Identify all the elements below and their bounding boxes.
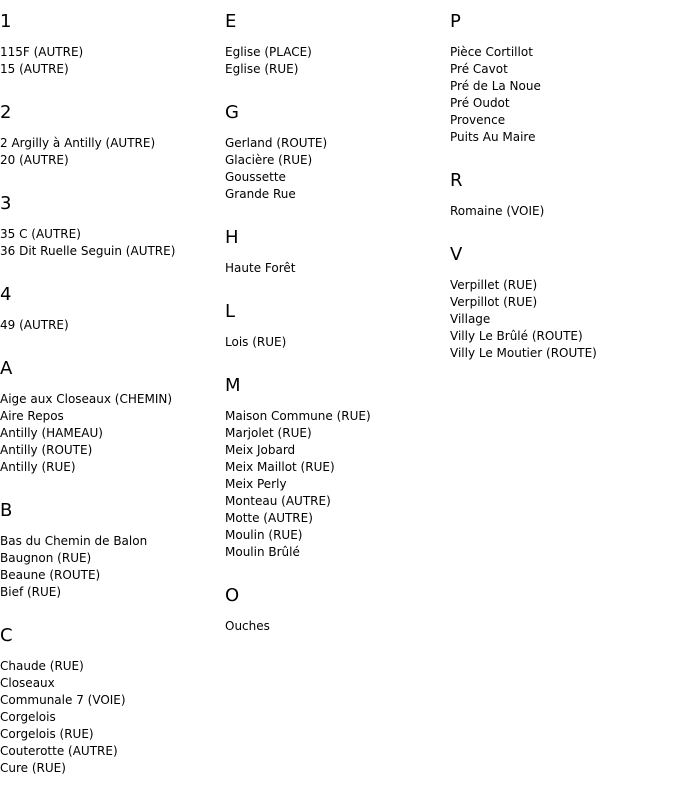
street-item[interactable]: Antilly (HAMEAU) (0, 426, 103, 440)
street-item[interactable]: Meix Jobard (225, 443, 296, 457)
street-item[interactable]: Meix Maillot (RUE) (225, 460, 335, 474)
street-list (225, 408, 447, 561)
street-list (225, 44, 447, 78)
street-item[interactable]: Moulin (RUE) (225, 528, 303, 542)
street-item[interactable]: 49 (AUTRE) (0, 318, 69, 332)
index-section (450, 11, 675, 146)
street-item[interactable]: Bief (RUE) (0, 585, 62, 599)
section-letter: H (225, 227, 239, 248)
street-list (0, 533, 222, 601)
street-item[interactable]: Cure (RUE) (0, 761, 66, 775)
street-list (450, 277, 675, 362)
index-section (450, 170, 675, 220)
street-item[interactable]: Chaude (RUE) (0, 659, 84, 673)
street-list (0, 135, 222, 169)
section-letter: E (225, 11, 237, 32)
street-list (0, 317, 222, 334)
section-letter: 1 (0, 11, 12, 32)
index-section (0, 625, 222, 777)
street-item[interactable]: Eglise (PLACE) (225, 45, 312, 59)
street-item[interactable]: Meix Perly (225, 477, 287, 491)
section-letter: P (450, 11, 461, 32)
index-section (225, 585, 447, 635)
section-letter: 3 (0, 193, 12, 214)
index-section (0, 284, 222, 334)
index-section (0, 358, 222, 476)
street-item[interactable]: Communale 7 (VOIE) (0, 693, 126, 707)
street-item[interactable]: Pré Cavot (450, 62, 508, 76)
section-letter: 2 (0, 102, 12, 123)
section-letter: B (0, 500, 13, 521)
section-letter: C (0, 625, 13, 646)
street-item[interactable]: Villy Le Moutier (ROUTE) (450, 346, 597, 360)
street-item[interactable]: 20 (AUTRE) (0, 153, 69, 167)
street-item[interactable]: Beaune (ROUTE) (0, 568, 101, 582)
street-list (225, 135, 447, 203)
street-item[interactable]: Antilly (RUE) (0, 460, 76, 474)
index-section (225, 301, 447, 351)
index-section (225, 11, 447, 78)
section-letter: M (225, 375, 241, 396)
street-item[interactable]: Verpillot (RUE) (450, 295, 538, 309)
index-section (0, 193, 222, 260)
street-list (0, 226, 222, 260)
street-item[interactable]: Baugnon (RUE) (0, 551, 92, 565)
section-letter: G (225, 102, 239, 123)
street-list (0, 658, 222, 777)
street-item[interactable]: 2 Argilly à Antilly (AUTRE) (0, 136, 156, 150)
street-item[interactable]: 36 Dit Ruelle Seguin (AUTRE) (0, 244, 176, 258)
street-list (0, 391, 222, 476)
index-section (225, 102, 447, 203)
index-section (225, 375, 447, 561)
section-letter: 4 (0, 284, 12, 305)
street-item[interactable]: Grande Rue (225, 187, 296, 201)
street-item[interactable]: Pré de La Noue (450, 79, 541, 93)
street-item[interactable]: Verpillet (RUE) (450, 278, 538, 292)
street-list (225, 618, 447, 635)
street-item[interactable]: Eglise (RUE) (225, 62, 299, 76)
street-item[interactable]: Marjolet (RUE) (225, 426, 312, 440)
street-list (0, 44, 222, 78)
section-letter: O (225, 585, 240, 606)
index-section (0, 102, 222, 169)
street-item[interactable]: Closeaux (0, 676, 55, 690)
section-letter: A (0, 358, 13, 379)
street-item[interactable]: Pré Oudot (450, 96, 510, 110)
street-item[interactable]: Aige aux Closeaux (CHEMIN) (0, 392, 173, 406)
index-section (0, 500, 222, 601)
index-column-1 (0, 0, 222, 777)
index-column-3 (450, 0, 675, 362)
street-item[interactable]: Glacière (RUE) (225, 153, 313, 167)
street-item[interactable]: Puits Au Maire (450, 130, 536, 144)
section-letter: V (450, 244, 463, 265)
street-item[interactable]: Goussette (225, 170, 286, 184)
index-section (450, 244, 675, 362)
street-item[interactable]: Haute Forêt (225, 261, 296, 275)
street-item[interactable]: Bas du Chemin de Balon (0, 534, 148, 548)
street-item[interactable]: 15 (AUTRE) (0, 62, 69, 76)
street-list (225, 334, 447, 351)
street-item[interactable]: Pièce Cortillot (450, 45, 533, 59)
street-item[interactable]: Couterotte (AUTRE) (0, 744, 118, 758)
street-item[interactable]: Maison Commune (RUE) (225, 409, 371, 423)
street-item[interactable]: 35 C (AUTRE) (0, 227, 81, 241)
street-item[interactable]: Moulin Brûlé (225, 545, 300, 559)
street-item[interactable]: Antilly (ROUTE) (0, 443, 93, 457)
street-item[interactable]: Ouches (225, 619, 270, 633)
street-item[interactable]: Corgelois (0, 710, 56, 724)
index-section (0, 11, 222, 78)
street-item[interactable]: Corgelois (RUE) (0, 727, 94, 741)
street-item[interactable]: Romaine (VOIE) (450, 204, 545, 218)
street-item[interactable]: Village (450, 312, 491, 326)
street-item[interactable]: Motte (AUTRE) (225, 511, 313, 525)
index-section (225, 227, 447, 277)
street-list (225, 260, 447, 277)
street-item[interactable]: Monteau (AUTRE) (225, 494, 331, 508)
street-item[interactable]: Gerland (ROUTE) (225, 136, 328, 150)
street-list (450, 44, 675, 146)
street-item[interactable]: 115F (AUTRE) (0, 45, 84, 59)
index-column-2 (225, 0, 447, 635)
street-item[interactable]: Aire Repos (0, 409, 64, 423)
section-letter: R (450, 170, 463, 191)
street-item[interactable]: Lois (RUE) (225, 335, 287, 349)
section-letter: L (225, 301, 236, 322)
street-list (450, 203, 675, 220)
street-item[interactable]: Villy Le Brûlé (ROUTE) (450, 329, 583, 343)
street-item[interactable]: Provence (450, 113, 506, 127)
